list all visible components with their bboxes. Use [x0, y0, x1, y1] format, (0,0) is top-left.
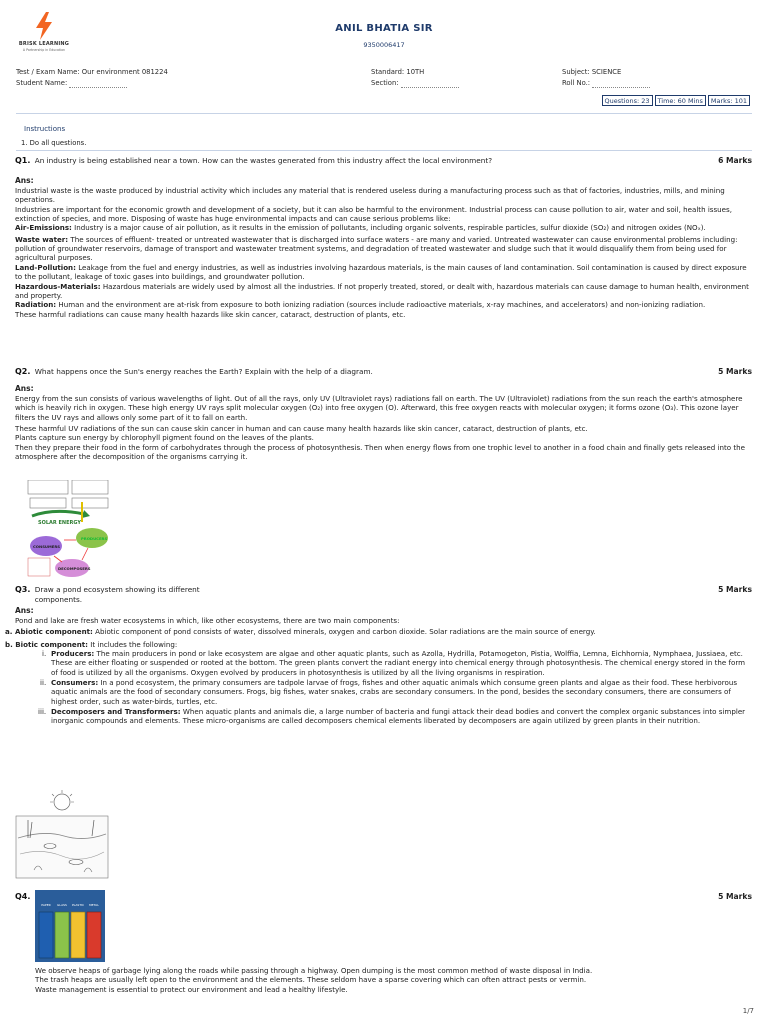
question-number: Q2.	[15, 367, 31, 376]
answer-paragraph: We observe heaps of garbage lying along the roads while passing through a highway. Open dumping is the most common method of waste disposal in India.	[35, 966, 593, 975]
question-4-answer	[35, 966, 752, 994]
section-field	[401, 87, 459, 88]
question-4	[15, 892, 752, 903]
consumers-label: CONSUMERS	[33, 544, 61, 549]
pond-ecosystem-diagram	[14, 790, 110, 880]
answer-keyword: Radiation:	[15, 300, 57, 310]
answer-paragraph: Waste management is essential to protect our environment and lead a healthy lifestyle.	[35, 984, 348, 994]
answer-text: Leakage from the fuel and energy industries, as well as industries involving hazardous materials, is the main causes of land contamination. Soil contamination is caused by direct exposure to the pollutant, leakage of toxic gases into buildings, and groundwater pollution.	[15, 262, 747, 282]
question-number: Q3.	[15, 585, 31, 594]
answer-label: Ans:	[15, 605, 34, 615]
answer-keyword: Land-Pollution:	[15, 262, 76, 272]
student-name-field	[69, 87, 127, 88]
answer-paragraph: Energy from the sun consists of various wavelengths of light. Out of all the rays, only UV (Ultraviolet rays) radiations fall on earth. The UV (Ultraviolet) radiations from the sun reach the earth's atmosphere which is heavily rich in oxygen. These high energy UV rays split molecular oxygen (O₂) into free oxygen (O). Afterward, this free oxygen reacts with molecular oxygen; it forms ozone (O₃). This ozone layer filters the UV rays and allows only some part of it to fall on earth.	[15, 393, 743, 422]
answer-label: Ans:	[15, 175, 34, 185]
bin-label-paper: PAPER	[41, 903, 51, 907]
answer-paragraph: Pond and lake are fresh water ecosystems in which, like other ecosystems, there are two main components:	[15, 615, 400, 625]
question-marks: 5 Marks	[718, 585, 752, 594]
answer-text: Human and the environment are at-risk from exposure to both ionizing radiation (sources include radioactive materials, x-ray machines, and accelerators) and non-ionizing radiation.	[56, 300, 706, 310]
section-label: Section:	[371, 79, 399, 87]
instructions-title: Instructions	[24, 125, 66, 133]
teacher-phone: 9350006417	[363, 41, 405, 49]
solar-energy-label: SOLAR ENERGY	[38, 520, 81, 526]
roll-no-field	[592, 87, 650, 88]
answer-text: Industry is a major cause of air pollution, as it results in the emission of pollutants, including organic solvents, respirable particles, sulfur dioxide (SO₂) and nitrogen oxides (NOₓ).	[71, 223, 706, 233]
page-header	[0, 0, 768, 60]
time-limit: Time: 60 Mins	[655, 95, 706, 106]
total-marks: Marks: 101	[708, 95, 750, 106]
answer-keyword: Waste water:	[15, 234, 69, 244]
sun-icon	[54, 794, 70, 810]
answer-text: Hazardous materials are widely used by almost all the industries. If not properly treated, stored, or dealt with, hazardous materials can cause damage to human health, environment and property.	[15, 281, 749, 300]
teacher-name: ANIL BHATIA SIR	[335, 23, 433, 34]
answer-paragraph: These harmful radiations can cause many health hazards like skin cancer, cataract, destruction of plants, etc.	[15, 309, 406, 319]
question-text: An industry is being established near a town. How can the wastes generated from this industry affect the local environment?	[34, 156, 493, 165]
answer-paragraph: Then they prepare their food in the form of carbohydrates through the process of photosynthesis. Then when energy flows from one trophic level to another in a food chain and finally gets released into the atmosphere after the decomposition of the organisms carrying it.	[15, 442, 746, 462]
producers-label: PRODUCERS	[81, 536, 108, 541]
student-name-label: Student Name:	[16, 79, 68, 87]
question-3	[5, 585, 752, 727]
divider	[16, 113, 752, 114]
list-marker: iii.	[38, 707, 47, 717]
answer-label: Ans:	[15, 383, 34, 393]
subject: Subject: SCIENCE	[562, 68, 622, 76]
answer-text: Abiotic component of pond consists of water, dissolved minerals, oxygen and carbon dioxide. Solar radiations are the main source of energy.	[92, 627, 596, 637]
answer-keyword: Decomposers and Transformers:	[51, 707, 181, 717]
question-number: Q1.	[15, 156, 31, 165]
question-text: Draw a pond ecosystem showing its different components.	[34, 585, 200, 604]
decomposers-label: DECOMPOSERS	[58, 566, 91, 571]
list-marker: ii.	[40, 677, 47, 687]
meta-right	[562, 68, 650, 90]
brand-name: BRISK LEARNING	[18, 41, 70, 47]
answer-paragraph: The trash heaps are usually left open to the environment and the elements. These seldom have a sparse covering which can often attract pests or vermin.	[35, 975, 587, 985]
question-text: What happens once the Sun's energy reaches the Earth? Explain with the help of a diagram.	[34, 367, 373, 376]
exam-stats	[602, 95, 751, 106]
question-marks: 5 Marks	[718, 892, 752, 901]
question-marks: 5 Marks	[718, 367, 752, 376]
question-2	[15, 367, 752, 461]
answer-keyword: Producers:	[51, 648, 95, 658]
questions-count: Questions: 23	[602, 95, 653, 106]
answer-text: In a pond ecosystem, the primary consumers are tadpole larvae of frogs, fishes and other aquatic animals which consume green plants and algae as their food. These herbivorous aquatic animals are the food of secondary consumers. Frogs, big fishes, water snakes, crabs are secondary consumers. In the pond, besides the secondary consumers, there are consumers of highest order, such as water-birds, turtles, etc.	[51, 677, 738, 706]
answer-text: It includes the following:	[88, 639, 178, 649]
question-1	[15, 156, 752, 319]
answer-text: The sources of effluent- treated or untreated wastewater that is discharged into surface waters - are many and varied. Untreated wastewater can cause environmental problems including: pollution of groundwater reservoirs, damage of transport and wastewater treatment systems, and degradation of treated wastewater and sludge such that it would disqualify them from being used for agricultural purposes.	[15, 234, 738, 263]
roll-no-label: Roll No.:	[562, 79, 591, 87]
meta-left	[16, 68, 168, 90]
answer-text: When aquatic plants and animals die, a large number of bacteria and fungi attack their dead bodies and convert the complex organic substances into simpler inorganic compounds and elements. These micro-organisms are called decomposers chemical elements liberated by decomposers are again utilized by green plants in their nutrition.	[51, 707, 746, 726]
instruction-item: 1. Do all questions.	[21, 139, 87, 147]
answer-paragraph: Industrial waste is the waste produced by industrial activity which includes any material that is rendered useless during a manufacturing process such as that of factories, industries, mills, and mining operations.	[15, 185, 725, 205]
bin-label-plastic: PLASTIC	[71, 903, 85, 907]
list-marker: i.	[42, 648, 47, 658]
answer-text: The main producers in pond or lake ecosystem are algae and other aquatic plants, such as Azolla, Hydrilla, Potamogeton, Pistia, Wolffia, Lemna, Eichhornia, Nymphaea, Jussiaea, etc. These are either floating or suspended or rooted at the bottom. The green plants convert the radiant energy into chemical energy through photosynthesis. The chemical energy stored in the form of food is utilized by all the organisms. Oxygen evolved by producers in photosynthesis is utilized by all the living organisms in respiration.	[51, 648, 746, 677]
exam-name: Test / Exam Name: Our environment 081224	[16, 68, 168, 76]
energy-flow-diagram	[24, 480, 114, 580]
answer-keyword: Hazardous-Materials:	[15, 281, 101, 291]
meta-middle	[371, 68, 459, 90]
bin-label-metal: METAL	[89, 903, 99, 907]
answer-paragraph: Industries are important for the economic growth and development of a society, but it can also be harmful to the environment. Industrial process can cause pollution to air, water and soil, health issues, extinction of species, and more. Disposing of waste has huge environmental impacts and can cause serious problems like:	[15, 204, 732, 223]
standard: Standard: 10TH	[371, 68, 425, 76]
answer-keyword: a. Abiotic component:	[5, 627, 93, 637]
question-number: Q4.	[15, 892, 31, 901]
answer-keyword: Air-Emissions:	[15, 223, 72, 233]
question-marks: 6 Marks	[718, 156, 752, 165]
divider	[16, 150, 752, 151]
answer-keyword: Consumers:	[51, 677, 99, 687]
recycling-bins-image	[35, 890, 105, 962]
bin-label-glass: GLASS	[57, 903, 67, 907]
answer-paragraph: These harmful UV radiations of the sun can cause skin cancer in human and can cause many health hazards like skin cancer, cataract, destruction of plants, etc.	[15, 424, 588, 433]
answer-keyword: b. Biotic component:	[5, 639, 89, 649]
brand-tagline: A Partnership in Education	[22, 47, 66, 52]
page-number: 1/7	[742, 1006, 754, 1015]
answer-paragraph: Plants capture sun energy by chlorophyll pigment found on the leaves of the plants.	[15, 433, 314, 443]
